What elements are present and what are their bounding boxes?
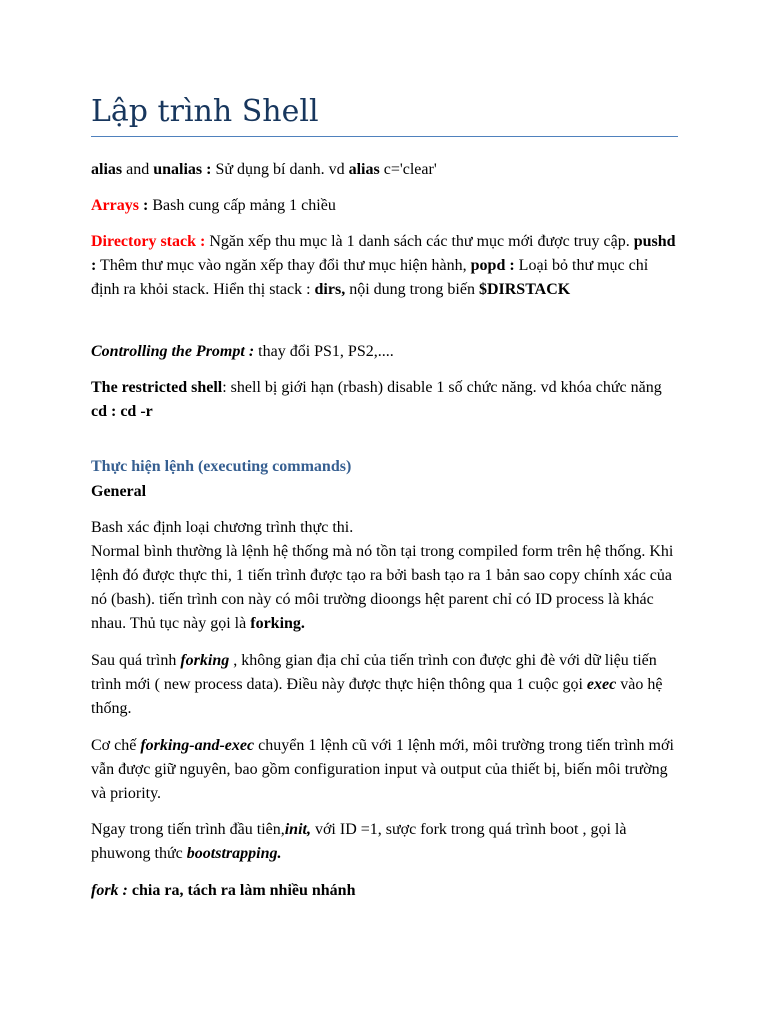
text-fe-1: Cơ chế: [91, 737, 141, 754]
paragraph-arrays: [91, 194, 679, 218]
text-dirstack-4: nội dung trong biến: [345, 281, 479, 298]
keyword-forking-italic: forking: [180, 652, 230, 669]
page-title: Lập trình Shell: [91, 94, 319, 129]
paragraph-prompt: [91, 340, 679, 364]
label-arrays-colon: :: [138, 197, 149, 214]
title-underline: [91, 136, 678, 137]
paragraph-forking-and-exec: [91, 734, 679, 806]
text-dirstack-3: Loại bỏ thư mục chỉ định ra khỏi stack. Hiển thị stack :: [91, 257, 649, 298]
keyword-init: init,: [284, 821, 311, 838]
keyword-alias: alias: [91, 161, 123, 178]
text-after-forking-3: vào hệ thống.: [91, 676, 663, 717]
paragraph-after-forking: [91, 649, 679, 721]
keyword-alias-example: alias: [348, 161, 380, 178]
paragraph-restricted-shell: [91, 376, 679, 424]
text-init-2: với ID =1, sược fork trong quá trình boot , gọi là phuwong thức: [91, 821, 627, 862]
label-restricted-shell: The restricted shell: [91, 379, 223, 396]
text-after-forking-1: Sau quá trình: [91, 652, 181, 669]
keyword-cd: cd : cd -r: [91, 403, 153, 420]
text-dirstack-1: Ngăn xếp thu mục là 1 danh sách các thư mục mới được truy cập.: [205, 233, 634, 250]
paragraph-fork: [91, 879, 679, 903]
keyword-dirstack-var: $DIRSTACK: [478, 281, 571, 298]
text-general-line1: Bash xác định loại chương trình thực thi.: [91, 519, 354, 536]
paragraph-alias: [91, 158, 679, 182]
keyword-unalias: unalias :: [153, 161, 212, 178]
text-restricted: : shell bị giới hạn (rbash) disable 1 số chức năng. vd khóa chức năng: [222, 379, 662, 396]
text-fe-2: chuyển 1 lệnh cũ với 1 lệnh mới, môi trường trong tiến trình mới vẫn được giữ nguyên, bao gồm configuration input và output của thiết bị, biến môi trường và priority.: [91, 737, 674, 802]
text-arrays: Bash cung cấp mảng 1 chiều: [148, 197, 336, 214]
paragraph-directory-stack: [91, 230, 679, 302]
text-and: and: [122, 161, 154, 178]
text-alias-cmd: c='clear': [379, 161, 437, 178]
keyword-popd: popd :: [470, 257, 515, 274]
text-alias-desc: Sử dụng bí danh. vd: [211, 161, 349, 178]
label-directory-stack: Directory stack :: [91, 233, 206, 250]
keyword-forking-and-exec: forking-and-exec: [140, 737, 255, 754]
label-controlling-prompt: Controlling the Prompt :: [91, 343, 255, 360]
keyword-exec: exec: [586, 676, 617, 693]
keyword-fork: fork :: [91, 882, 128, 899]
keyword-bootstrapping: bootstrapping.: [186, 845, 282, 862]
text-dirstack-2: Thêm thư mục vào ngăn xếp thay đổi thư mục hiện hành,: [96, 257, 471, 274]
paragraph-general: [91, 516, 679, 636]
section-heading: Thực hiện lệnh (executing commands): [91, 458, 352, 475]
paragraph-init: [91, 818, 679, 866]
keyword-dirs: dirs,: [314, 281, 346, 298]
text-general-body: Normal bình thường là lệnh hệ thống mà nó tồn tại trong compiled form trên hệ thống. Khi lệnh đó được thực thi, 1 tiến trình được tạo ra bởi bash tạo ra 1 bản sao copy chính xác của nó (bash). tiến trình con này có môi trường dioongs hệt parent chỉ có ID process là khác nhau. Thủ tục này gọi là: [91, 543, 674, 632]
label-arrays: Arrays: [91, 197, 139, 214]
text-prompt: thay đổi PS1, PS2,....: [254, 343, 394, 360]
keyword-forking: forking.: [250, 615, 305, 632]
text-init-1: Ngay trong tiến trình đầu tiên,: [91, 821, 285, 838]
text-after-forking-2: , không gian địa chỉ của tiến trình con được ghi đè với dữ liệu tiến trình mới ( new process data). Điều này được thực hiện thông qua 1 cuộc gọi: [91, 652, 657, 693]
text-fork: chia ra, tách ra làm nhiều nhánh: [127, 882, 356, 899]
section-subheading: General: [91, 483, 147, 500]
keyword-pushd: pushd :: [91, 233, 676, 274]
